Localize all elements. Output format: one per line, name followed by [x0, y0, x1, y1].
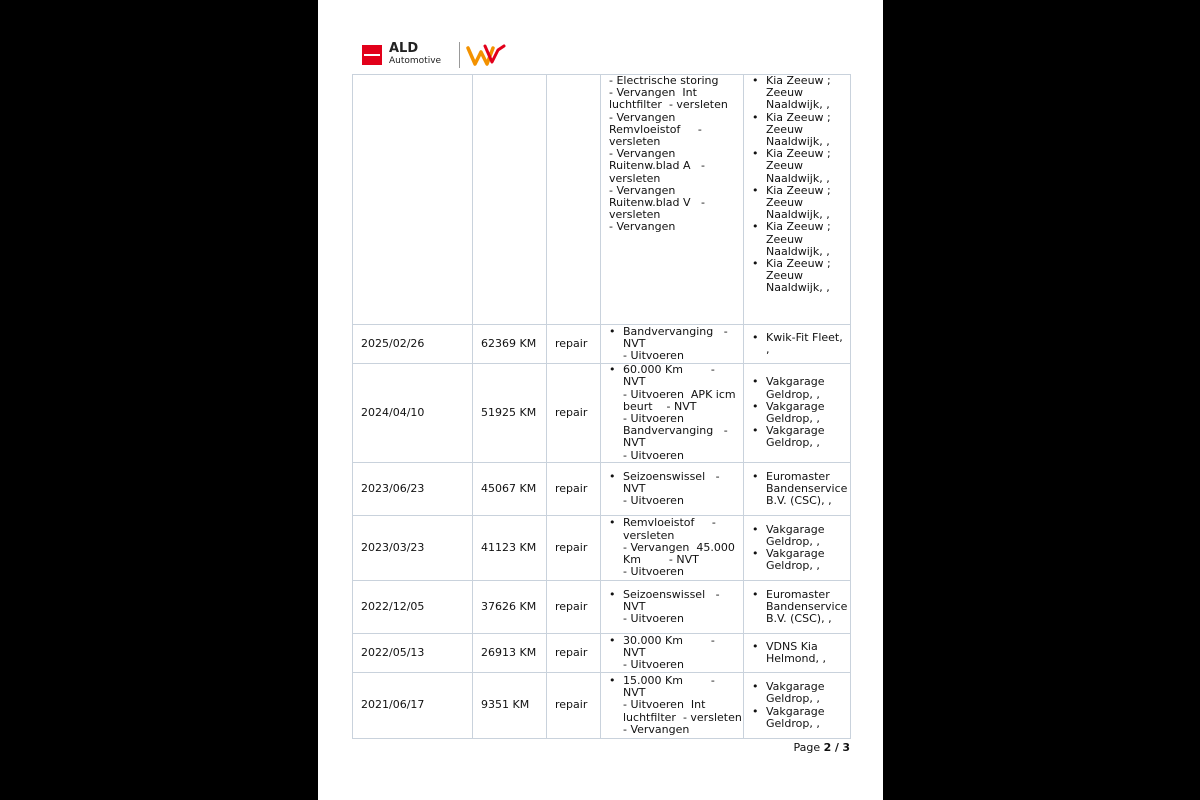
text-line: • 30.000 Km -: [623, 633, 715, 647]
text-line: • Euromaster: [766, 469, 830, 483]
text-line: NVT: [623, 375, 646, 389]
km-cell: 51925 KM: [473, 364, 547, 463]
text-line: • Vakgarage: [766, 424, 825, 438]
text-line: • 60.000 Km -: [623, 363, 715, 377]
date-cell: 2021/06/17: [353, 673, 473, 739]
text-line: - Uitvoeren: [623, 658, 684, 672]
text-line: Geldrop, ,: [766, 534, 820, 548]
garage-cell: [744, 581, 851, 634]
text-line: - Electrische storing: [609, 74, 719, 87]
garage-list: [752, 681, 850, 730]
text-line: • Remvloeistof -: [623, 516, 716, 530]
type-cell: repair: [547, 463, 601, 516]
description-cell: [601, 75, 744, 325]
text-line: - Uitvoeren: [623, 565, 684, 579]
km-cell: 62369 KM: [473, 325, 547, 364]
table-row: [353, 463, 851, 516]
logo-brand: ALD: [389, 41, 419, 56]
km-cell: [473, 75, 547, 325]
text-line: • Kia Zeeuw ;: [766, 257, 831, 271]
garage-item: [752, 524, 850, 548]
km-cell: 37626 KM: [473, 581, 547, 634]
text-line: NVT: [623, 436, 646, 450]
page-label: Page: [793, 741, 821, 754]
text-line: - Uitvoeren APK icm: [623, 387, 736, 401]
page-total: 3: [842, 741, 850, 754]
service-item: [609, 471, 743, 508]
type-cell: repair: [547, 516, 601, 581]
km-cell: 26913 KM: [473, 634, 547, 673]
garage-list: [752, 641, 850, 665]
text-line: - Uitvoeren: [623, 494, 684, 508]
text-line: versleten: [609, 135, 661, 149]
text-line: • Kia Zeeuw ;: [766, 110, 831, 124]
text-line: • Bandvervanging -: [623, 324, 728, 338]
garage-item: [752, 401, 850, 425]
service-item: [609, 517, 743, 578]
service-item: [609, 635, 743, 672]
text-line: NVT: [623, 645, 646, 659]
service-list: [609, 364, 743, 462]
type-cell: repair: [547, 325, 601, 364]
garage-cell: [744, 516, 851, 581]
text-line: versleten: [609, 171, 661, 185]
text-line: • Seizoenswissel -: [623, 469, 720, 483]
description-cell: [601, 463, 744, 516]
description-cell: [601, 325, 744, 364]
garage-item: [752, 376, 850, 400]
type-cell: repair: [547, 634, 601, 673]
text-line: • Kia Zeeuw ;: [766, 74, 831, 87]
text-line: - Vervangen 45.000: [623, 540, 735, 554]
garage-item: [752, 332, 850, 356]
text-line: Zeeuw: [766, 86, 804, 100]
text-line: Geldrop, ,: [766, 436, 820, 450]
text-line: Zeeuw: [766, 269, 804, 283]
text-line: Geldrop, ,: [766, 412, 820, 425]
text-line: Naaldwijk, ,: [766, 208, 830, 222]
text-line: NVT: [623, 481, 646, 495]
text-line: • Vakgarage: [766, 547, 825, 560]
garage-item: [752, 681, 850, 705]
text-line: - Uitvoeren Int: [623, 698, 706, 712]
service-item: [609, 675, 743, 736]
garage-item: [752, 258, 850, 295]
text-line: NVT: [623, 599, 646, 613]
text-line: Geldrop, ,: [766, 559, 820, 573]
garage-item: [752, 148, 850, 185]
garage-item: [752, 75, 850, 112]
service-list: [609, 326, 743, 363]
text-line: Naaldwijk, ,: [766, 244, 830, 258]
garage-cell: [744, 325, 851, 364]
table-row: [353, 364, 851, 463]
text-line: Zeeuw: [766, 232, 804, 246]
garage-list: [752, 471, 850, 508]
text-line: - Uitvoeren: [623, 448, 684, 462]
garage-cell: [744, 463, 851, 516]
logo-subtitle: Automotive: [389, 56, 442, 66]
garage-item: [752, 425, 850, 449]
text-line: Geldrop, ,: [766, 387, 820, 401]
text-line: Helmond, ,: [766, 652, 826, 665]
date-cell: 2023/03/23: [353, 516, 473, 581]
service-list: [609, 517, 743, 578]
table-row: [353, 634, 851, 673]
text-line: • Kwik-Fit Fleet,: [766, 330, 843, 344]
text-line: NVT: [623, 336, 646, 350]
type-cell: [547, 75, 601, 325]
text-line: - Uitvoeren: [623, 612, 684, 626]
km-cell: 9351 KM: [473, 673, 547, 739]
text-line: luchtfilter - versleten: [623, 710, 742, 724]
text-line: Bandvervanging -: [623, 424, 728, 438]
continued-description: [609, 75, 743, 234]
garage-item: [752, 112, 850, 149]
partner-w-logo-icon: [466, 42, 506, 68]
km-cell: 45067 KM: [473, 463, 547, 516]
text-line: B.V. (CSC), ,: [766, 494, 832, 508]
garage-list: [752, 589, 850, 626]
page-current: 2: [823, 741, 832, 754]
description-cell: [601, 581, 744, 634]
garage-item: [752, 641, 850, 665]
text-line: • Vakgarage: [766, 375, 825, 389]
text-line: luchtfilter - versleten: [609, 98, 728, 112]
garage-item: [752, 185, 850, 222]
text-line: • Kia Zeeuw ;: [766, 220, 831, 234]
ald-logo-mark: [362, 45, 382, 65]
text-line: NVT: [623, 686, 646, 700]
text-line: - Vervangen: [609, 147, 676, 161]
garage-cell: [744, 634, 851, 673]
logo-divider: [459, 42, 460, 68]
type-cell: repair: [547, 581, 601, 634]
text-line: • Kia Zeeuw ;: [766, 147, 831, 161]
service-list: [609, 589, 743, 626]
garage-list: [752, 75, 850, 295]
description-cell: [601, 516, 744, 581]
text-line: - Vervangen: [609, 183, 676, 197]
table-row: [353, 673, 851, 739]
description-cell: [601, 673, 744, 739]
garage-item: [752, 706, 850, 730]
garage-cell: [744, 673, 851, 739]
garage-cell: [744, 364, 851, 463]
type-cell: repair: [547, 364, 601, 463]
text-line: Bandenservice: [766, 599, 848, 613]
description-cell: [601, 634, 744, 673]
text-line: Ruitenw.blad V -: [609, 196, 705, 210]
date-cell: 2023/06/23: [353, 463, 473, 516]
maintenance-history-table: [352, 74, 851, 739]
text-line: Zeeuw: [766, 159, 804, 173]
text-line: • 15.000 Km -: [623, 673, 715, 687]
text-line: Km - NVT: [623, 553, 699, 567]
text-line: • Euromaster: [766, 587, 830, 601]
text-line: Bandenservice: [766, 481, 848, 495]
text-line: - Vervangen: [609, 110, 676, 124]
text-line: • Vakgarage: [766, 704, 825, 718]
text-line: Zeeuw: [766, 122, 804, 136]
text-line: • Vakgarage: [766, 399, 825, 413]
text-line: Naaldwijk, ,: [766, 135, 830, 149]
text-line: - Vervangen Int: [609, 86, 697, 100]
garage-item: [752, 471, 850, 508]
date-cell: 2025/02/26: [353, 325, 473, 364]
service-item: [609, 326, 743, 363]
text-line: • VDNS Kia: [766, 639, 818, 653]
service-item: [609, 364, 743, 462]
text-line: Naaldwijk, ,: [766, 171, 830, 185]
service-item: [609, 589, 743, 626]
text-line: versleten: [623, 528, 675, 542]
service-list: [609, 675, 743, 736]
text-line: Ruitenw.blad A -: [609, 159, 705, 173]
garage-list: [752, 332, 850, 356]
text-line: B.V. (CSC), ,: [766, 612, 832, 626]
text-line: beurt - NVT: [623, 399, 697, 413]
service-list: [609, 635, 743, 672]
text-line: versleten: [609, 208, 661, 222]
text-line: Naaldwijk, ,: [766, 98, 830, 112]
text-line: Geldrop, ,: [766, 716, 820, 730]
date-cell: [353, 75, 473, 325]
date-cell: 2024/04/10: [353, 364, 473, 463]
service-list: [609, 471, 743, 508]
page-separator: /: [834, 741, 839, 754]
text-line: ,: [766, 343, 770, 356]
table-row: [353, 581, 851, 634]
type-cell: repair: [547, 673, 601, 739]
date-cell: 2022/12/05: [353, 581, 473, 634]
text-line: • Kia Zeeuw ;: [766, 183, 831, 197]
text-line: Remvloeistof -: [609, 122, 702, 136]
garage-cell: [744, 75, 851, 325]
text-line: - Vervangen: [609, 220, 676, 234]
text-line: - Vervangen: [623, 722, 690, 736]
garage-item: [752, 589, 850, 626]
table-row: [353, 516, 851, 581]
text-line: • Seizoenswissel -: [623, 587, 720, 601]
table-row: [353, 325, 851, 364]
page-number: [794, 741, 850, 754]
text-line: • Vakgarage: [766, 522, 825, 536]
garage-item: [752, 221, 850, 258]
text-line: • Vakgarage: [766, 680, 825, 694]
garage-list: [752, 376, 850, 449]
text-line: - Uitvoeren: [623, 349, 684, 363]
table-row: [353, 75, 851, 325]
garage-item: [752, 548, 850, 572]
document-page: [318, 0, 883, 800]
date-cell: 2022/05/13: [353, 634, 473, 673]
km-cell: 41123 KM: [473, 516, 547, 581]
garage-list: [752, 524, 850, 573]
description-cell: [601, 364, 744, 463]
text-line: Geldrop, ,: [766, 692, 820, 706]
text-line: Zeeuw: [766, 196, 804, 210]
text-line: Naaldwijk, ,: [766, 281, 830, 295]
text-line: - Uitvoeren: [623, 412, 684, 425]
